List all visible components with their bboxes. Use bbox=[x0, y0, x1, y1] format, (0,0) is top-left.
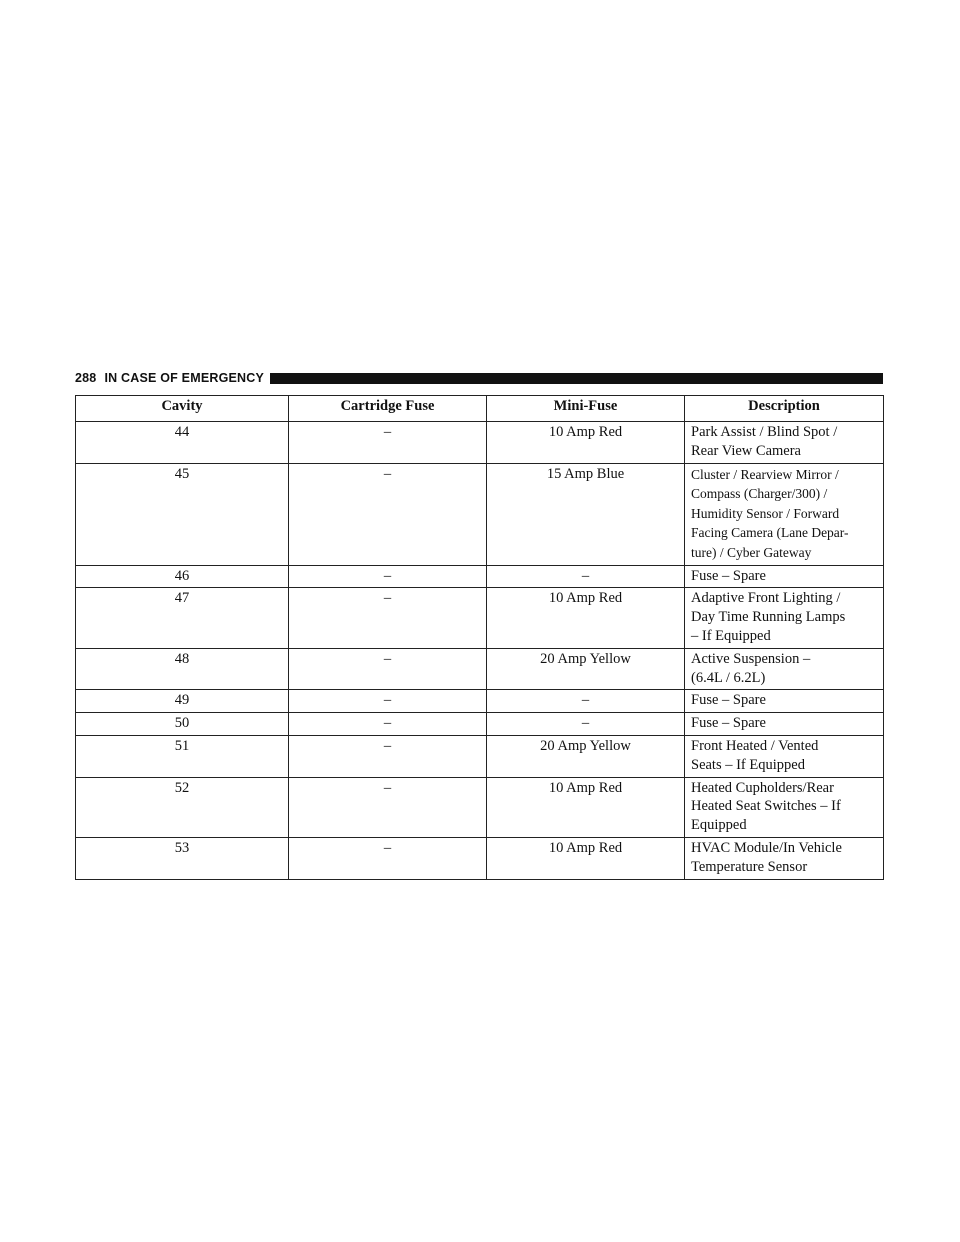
cavity-cell: 53 bbox=[76, 837, 289, 879]
mini-fuse-cell: – bbox=[487, 565, 685, 588]
section-title: IN CASE OF EMERGENCY bbox=[104, 371, 265, 385]
description-cell bbox=[685, 837, 884, 879]
mini-fuse-cell: – bbox=[487, 690, 685, 713]
description-line: Park Assist / Blind Spot / bbox=[691, 424, 838, 440]
table-body bbox=[76, 422, 884, 880]
cavity-cell: 52 bbox=[76, 777, 289, 837]
description-line: Heated Cupholders/Rear bbox=[691, 779, 834, 796]
table-row bbox=[76, 422, 884, 464]
cartridge-fuse-cell: – bbox=[289, 565, 487, 588]
cartridge-fuse-cell: – bbox=[289, 777, 487, 837]
mini-fuse-cell: 20 Amp Yellow bbox=[487, 648, 685, 690]
description-line: Fuse – Spare bbox=[691, 567, 766, 584]
description-line: Temperature Sensor bbox=[691, 858, 808, 875]
description-cell bbox=[685, 690, 884, 713]
description-cell bbox=[685, 463, 884, 565]
cavity-cell: 50 bbox=[76, 713, 289, 736]
cavity-cell: 49 bbox=[76, 690, 289, 713]
description-cell bbox=[685, 735, 884, 777]
table-row bbox=[76, 565, 884, 588]
header-cartridge-fuse: Cartridge Fuse bbox=[289, 396, 487, 422]
description-line: Adaptive Front Lighting / bbox=[691, 590, 841, 607]
description-cell bbox=[685, 588, 884, 648]
header-rule bbox=[270, 373, 883, 384]
cartridge-fuse-cell: – bbox=[289, 422, 487, 464]
description-line: Heated Seat Switches – If bbox=[691, 798, 841, 815]
mini-fuse-cell: 10 Amp Red bbox=[487, 837, 685, 879]
table-row bbox=[76, 648, 884, 690]
table-header-row bbox=[76, 396, 884, 422]
description-line: Seats – If Equipped bbox=[691, 756, 805, 773]
description-line: (6.4L / 6.2L) bbox=[691, 669, 766, 686]
table-row bbox=[76, 713, 884, 736]
description-line: Active Suspension – bbox=[691, 650, 811, 667]
description-cell bbox=[685, 713, 884, 736]
description-line: Cluster / Rearview Mirror / bbox=[691, 466, 839, 482]
description-line: Day Time Running Lamps bbox=[691, 609, 846, 626]
cavity-cell: 46 bbox=[76, 565, 289, 588]
table-row bbox=[76, 777, 884, 837]
table-row bbox=[76, 588, 884, 648]
page-number: 288 bbox=[75, 371, 97, 385]
table-row bbox=[76, 690, 884, 713]
description-line: Front Heated / Vented bbox=[691, 737, 819, 754]
cavity-cell: 44 bbox=[76, 422, 289, 464]
mini-fuse-cell: 15 Amp Blue bbox=[487, 463, 685, 565]
cavity-cell: 48 bbox=[76, 648, 289, 690]
mini-fuse-cell: 10 Amp Red bbox=[487, 588, 685, 648]
description-cell bbox=[685, 565, 884, 588]
cartridge-fuse-cell: – bbox=[289, 588, 487, 648]
description-line: Fuse – Spare bbox=[691, 692, 766, 709]
mini-fuse-cell: 10 Amp Red bbox=[487, 777, 685, 837]
header-mini-fuse: Mini-Fuse bbox=[487, 396, 685, 422]
cartridge-fuse-cell: – bbox=[289, 735, 487, 777]
mini-fuse-cell: 20 Amp Yellow bbox=[487, 735, 685, 777]
description-line: Compass (Charger/300) / bbox=[691, 486, 828, 502]
cartridge-fuse-cell: – bbox=[289, 463, 487, 565]
description-line: Humidity Sensor / Forward bbox=[691, 505, 840, 521]
cavity-cell: 45 bbox=[76, 463, 289, 565]
cavity-cell: 51 bbox=[76, 735, 289, 777]
mini-fuse-cell: – bbox=[487, 713, 685, 736]
description-cell bbox=[685, 648, 884, 690]
description-cell bbox=[685, 777, 884, 837]
cavity-cell: 47 bbox=[76, 588, 289, 648]
description-cell bbox=[685, 422, 884, 464]
cartridge-fuse-cell: – bbox=[289, 713, 487, 736]
description-line: HVAC Module/In Vehicle bbox=[691, 839, 842, 856]
table-row bbox=[76, 837, 884, 879]
header-cavity: Cavity bbox=[76, 396, 289, 422]
description-line: – If Equipped bbox=[691, 627, 771, 644]
description-line: Equipped bbox=[691, 817, 747, 834]
page-header bbox=[75, 370, 883, 386]
cartridge-fuse-cell: – bbox=[289, 837, 487, 879]
cartridge-fuse-cell: – bbox=[289, 648, 487, 690]
description-line: Fuse – Spare bbox=[691, 715, 766, 732]
description-line: Rear View Camera bbox=[691, 442, 801, 459]
cartridge-fuse-cell: – bbox=[289, 690, 487, 713]
header-description: Description bbox=[685, 396, 884, 422]
table-row bbox=[76, 735, 884, 777]
fuse-table bbox=[75, 395, 884, 880]
description-line: Facing Camera (Lane Depar- bbox=[691, 525, 849, 541]
mini-fuse-cell: 10 Amp Red bbox=[487, 422, 685, 464]
description-line: ture) / Cyber Gateway bbox=[691, 544, 812, 560]
table-row bbox=[76, 463, 884, 565]
